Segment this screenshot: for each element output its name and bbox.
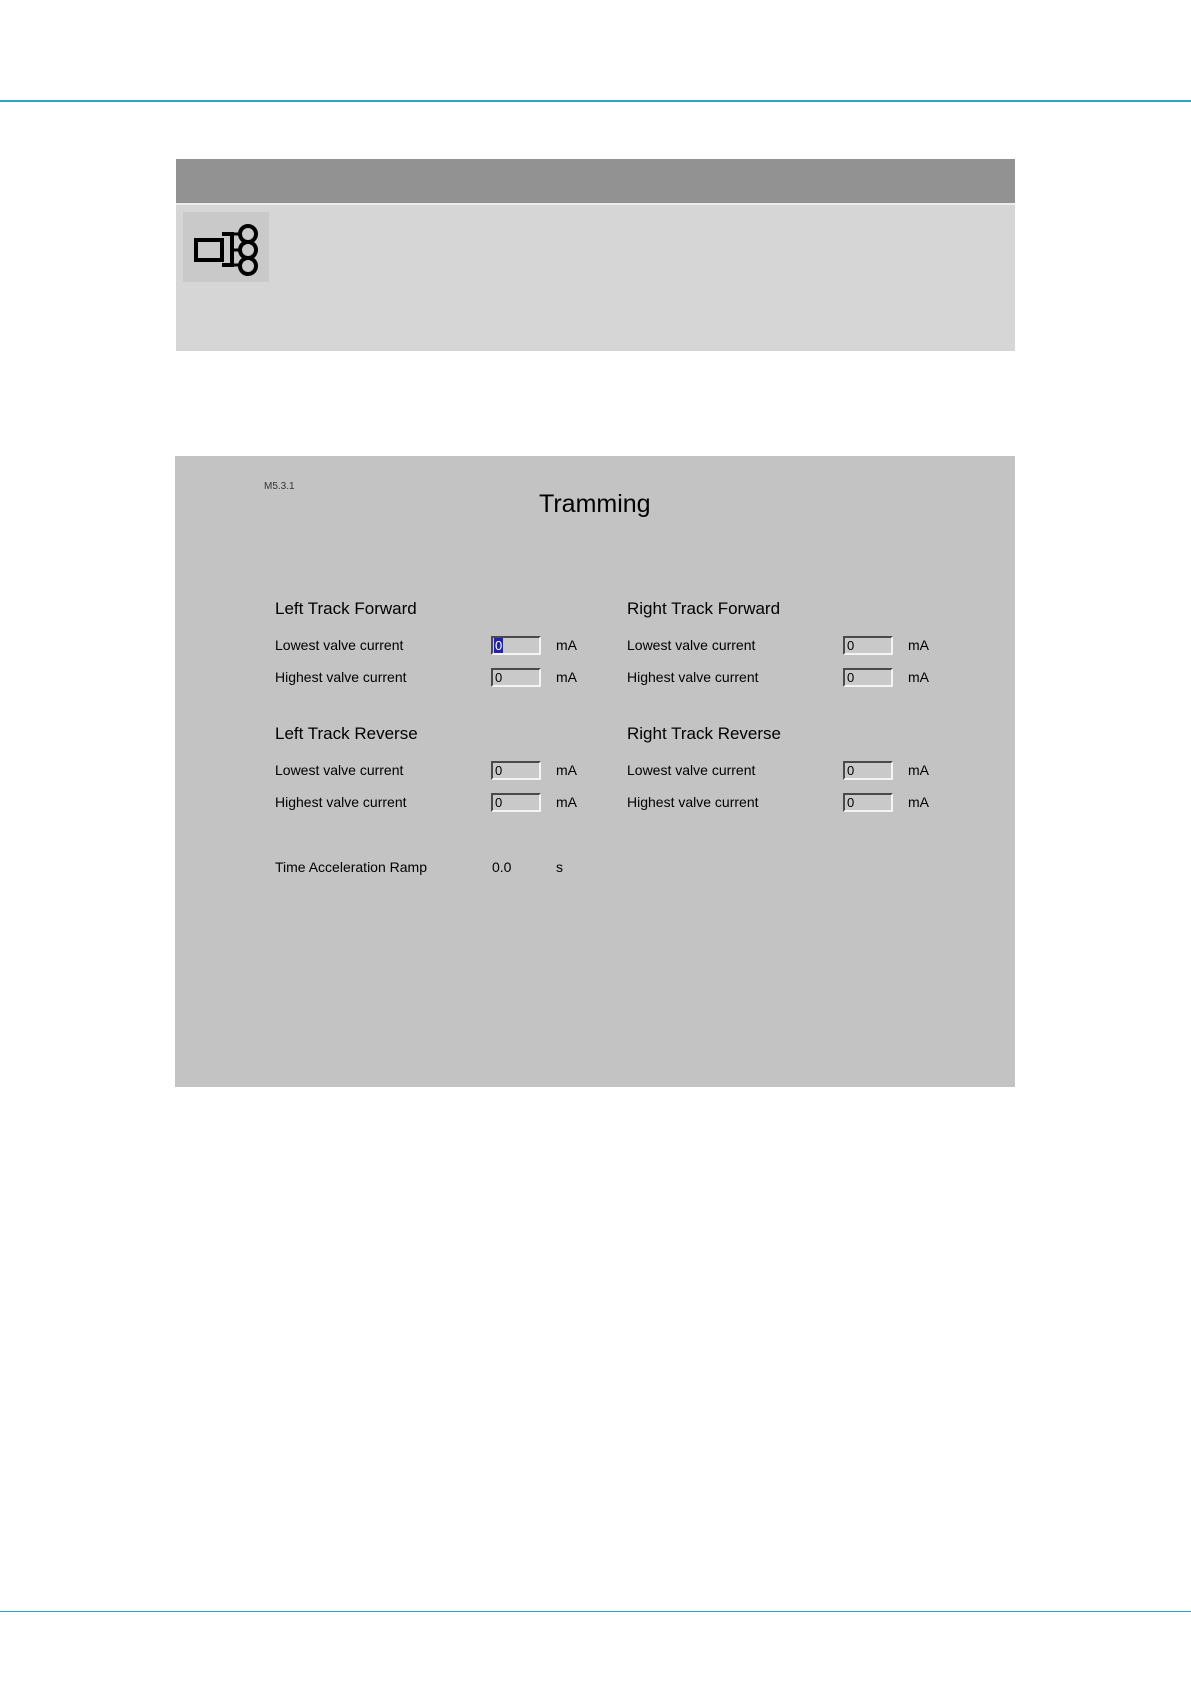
left-reverse-lowest-value: 0 [495,763,503,778]
time-acceleration-ramp-value: 0.0 [492,859,512,875]
info-box-divider [176,203,1015,205]
left-forward-highest-input[interactable] [491,668,541,687]
right-forward-lowest-unit: mA [908,637,929,653]
footer-rule [0,1611,1191,1612]
right-reverse-highest-value: 0 [847,795,855,810]
right-forward-highest-input[interactable] [843,668,893,687]
left-forward-lowest-value: 0 [495,638,503,653]
left-forward-highest-unit: mA [556,669,577,685]
right-reverse-highest-label: Highest valve current [627,794,759,810]
right-track-reverse-title: Right Track Reverse [627,724,781,743]
info-box-header [176,159,1015,203]
right-reverse-lowest-unit: mA [908,762,929,778]
right-forward-highest-value: 0 [847,670,855,685]
left-forward-lowest-input[interactable] [491,636,541,655]
right-reverse-highest-input[interactable] [843,793,893,812]
tramming-track-icon [183,212,269,282]
left-reverse-highest-label: Highest valve current [275,794,407,810]
left-reverse-lowest-input[interactable] [491,761,541,780]
left-forward-lowest-unit: mA [556,637,577,653]
left-reverse-highest-unit: mA [556,794,577,810]
time-acceleration-ramp-label: Time Acceleration Ramp [275,859,427,875]
left-reverse-highest-input[interactable] [491,793,541,812]
right-forward-lowest-value: 0 [847,638,855,653]
header-rule [0,100,1191,102]
info-box [176,159,1015,351]
left-track-reverse-title: Left Track Reverse [275,724,418,743]
right-reverse-highest-unit: mA [908,794,929,810]
left-reverse-lowest-unit: mA [556,762,577,778]
left-forward-highest-label: Highest valve current [275,669,407,685]
left-reverse-highest-value: 0 [495,795,503,810]
tramming-screen [175,456,1015,1087]
right-track-forward-title: Right Track Forward [627,599,781,618]
left-forward-lowest-label: Lowest valve current [275,637,404,653]
right-forward-highest-label: Highest valve current [627,669,759,685]
time-acceleration-ramp-unit: s [556,859,563,875]
right-reverse-lowest-label: Lowest valve current [627,762,756,778]
left-track-forward-title: Left Track Forward [275,599,417,618]
right-reverse-lowest-value: 0 [847,763,855,778]
screen-id: M5.3.1 [264,481,295,492]
right-forward-lowest-input[interactable] [843,636,893,655]
left-forward-highest-value: 0 [495,670,503,685]
left-reverse-lowest-label: Lowest valve current [275,762,404,778]
right-forward-lowest-label: Lowest valve current [627,637,756,653]
right-forward-highest-unit: mA [908,669,929,685]
right-reverse-lowest-input[interactable] [843,761,893,780]
screen-title: Tramming [539,490,651,518]
